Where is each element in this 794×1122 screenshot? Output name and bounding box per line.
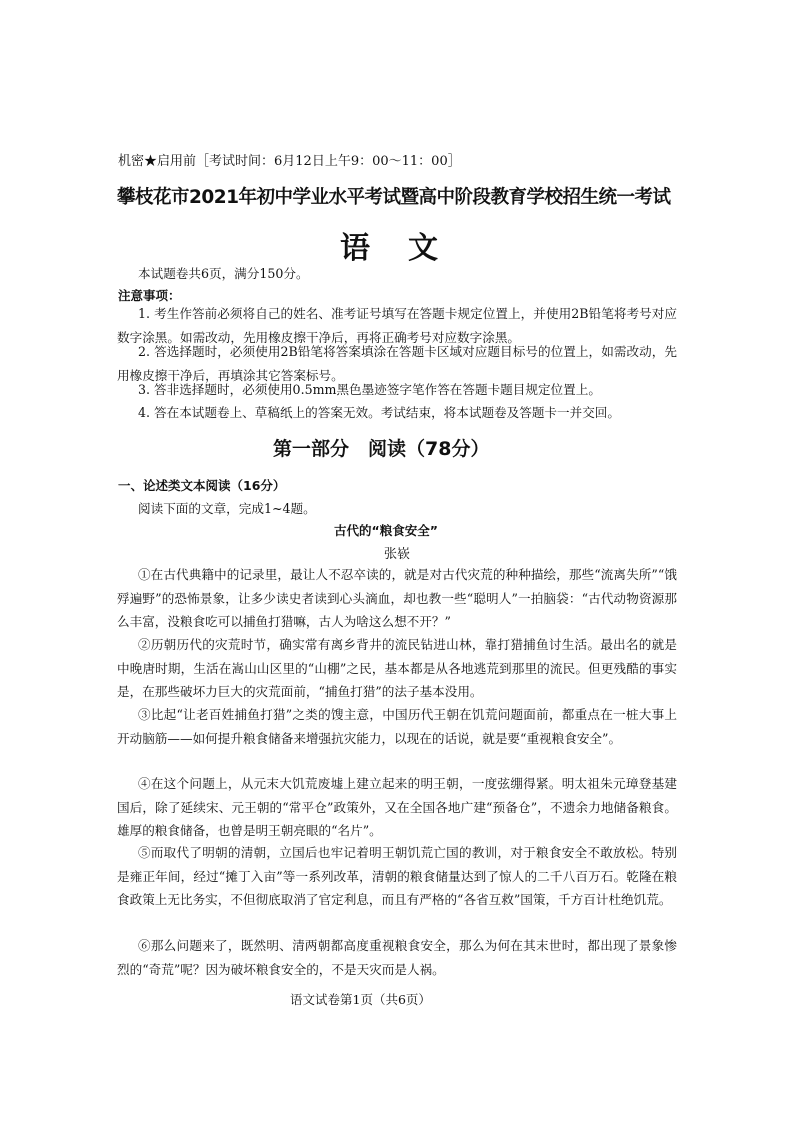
article-paragraph-5: ⑤而取代了明朝的清朝，立国后也牢记着明王朝饥荒亡国的教训，对于粮食安全不敢放松。特别是雍正年间，经过“摊丁入亩”等一系列改革，清朝的粮食储量达到了惊人的二千八百万石。乾隆在粮食政策上无比务实，不但彻底取消了官定利息，而且有严格的“各省互救”国策，千方百计杜绝饥荒。 bbox=[117, 845, 677, 908]
section-heading: 一、论述类文本阅读（16分） bbox=[118, 478, 286, 493]
article-author: 张嵚 bbox=[384, 547, 411, 562]
note-item-3: 3. 答非选择题时，必须使用0.5mm黑色墨迹签字笔作答在答题卡题目规定位置上。 bbox=[138, 382, 601, 397]
article-paragraph-3: ③比起“让老百姓捕鱼打猎”之类的馊主意，中国历代王朝在饥荒问题面前，都重点在一桩大事上开动脑筋——如何提升粮食储备来增强抗灾能力，以现在的话说，就是要“重视粮食安全”。 bbox=[117, 707, 677, 746]
article-paragraph-2: ②历朝历代的灾荒时节，确实常有离乡背井的流民钻进山林，靠打猎捕鱼讨生活。最出名的就是中晚唐时期，生活在嵩山山区里的“山棚”之民，基本都是从各地逃荒到那里的流民。但更残酷的事实是，在那些破坏力巨大的灾荒面前，“捕鱼打猎”的法子基本没用。 bbox=[117, 637, 677, 700]
article-paragraph-4: ④在这个问题上，从元末大饥荒废墟上建立起来的明王朝，一度弦绷得紧。明太祖朱元璋登基建国后，除了延续宋、元王朝的“常平仓”政策外，又在全国各地广建“预备仓”，不遗余力地储备粮食。雄厚的粮食储备，也曾是明王朝亮眼的“名片”。 bbox=[117, 776, 677, 839]
exam-title: 攀枝花市2021年初中学业水平考试暨高中阶段教育学校招生统一考试 bbox=[117, 187, 671, 208]
note-item-4: 4. 答在本试题卷上、草稿纸上的答案无效。考试结束，将本试题卷及答题卡一并交回。 bbox=[138, 405, 620, 420]
article-paragraph-1: ①在古代典籍中的记录里，最让人不忍卒读的，就是对古代灾荒的种种描绘，那些“流离失所”“饿殍遍野”的恐怖景象，让多少读史者读到心头滴血，却也教一些“聪明人”一拍脑袋：“古代动物资源那么丰富，没粮食吃可以捕鱼打猎嘛，古人为啥这么想不开？” bbox=[117, 567, 677, 630]
page-footer: 语文试卷第1页（共6页） bbox=[290, 992, 431, 1007]
note-item-1: 1. 考生作答前必须将自己的姓名、准考证号填写在答题卡规定位置上，并使用2B铅笔将考号对应数字涂黑。如需改动，先用橡皮擦干净后，再将正确考号对应数字涂黑。 bbox=[117, 306, 677, 345]
part-heading: 第一部分 阅读（78分） bbox=[273, 438, 490, 460]
note-item-2: 2. 答选择题时，必须使用2B铅笔将答案填涂在答题卡区域对应题目标号的位置上，如需改动，先用橡皮擦干净后，再填涂其它答案标号。 bbox=[117, 344, 677, 383]
intro-line: 本试题卷共6页，满分150分。 bbox=[138, 266, 309, 281]
subject-title: 语 文 bbox=[340, 231, 442, 266]
article-title: 古代的“粮食安全” bbox=[334, 523, 438, 538]
section-instruction: 阅读下面的文章，完成1~4题。 bbox=[138, 501, 316, 516]
article-paragraph-6: ⑥那么问题来了，既然明、清两朝都高度重视粮食安全，那么为何在其末世时，都出现了景象惨烈的“奇荒”呢？因为破坏粮食安全的，不是天灾而是人祸。 bbox=[117, 938, 677, 977]
confidential-line: 机密★启用前［考试时间：6月12日上午9：00～11：00］ bbox=[118, 154, 461, 169]
notes-heading: 注意事项： bbox=[118, 288, 181, 303]
